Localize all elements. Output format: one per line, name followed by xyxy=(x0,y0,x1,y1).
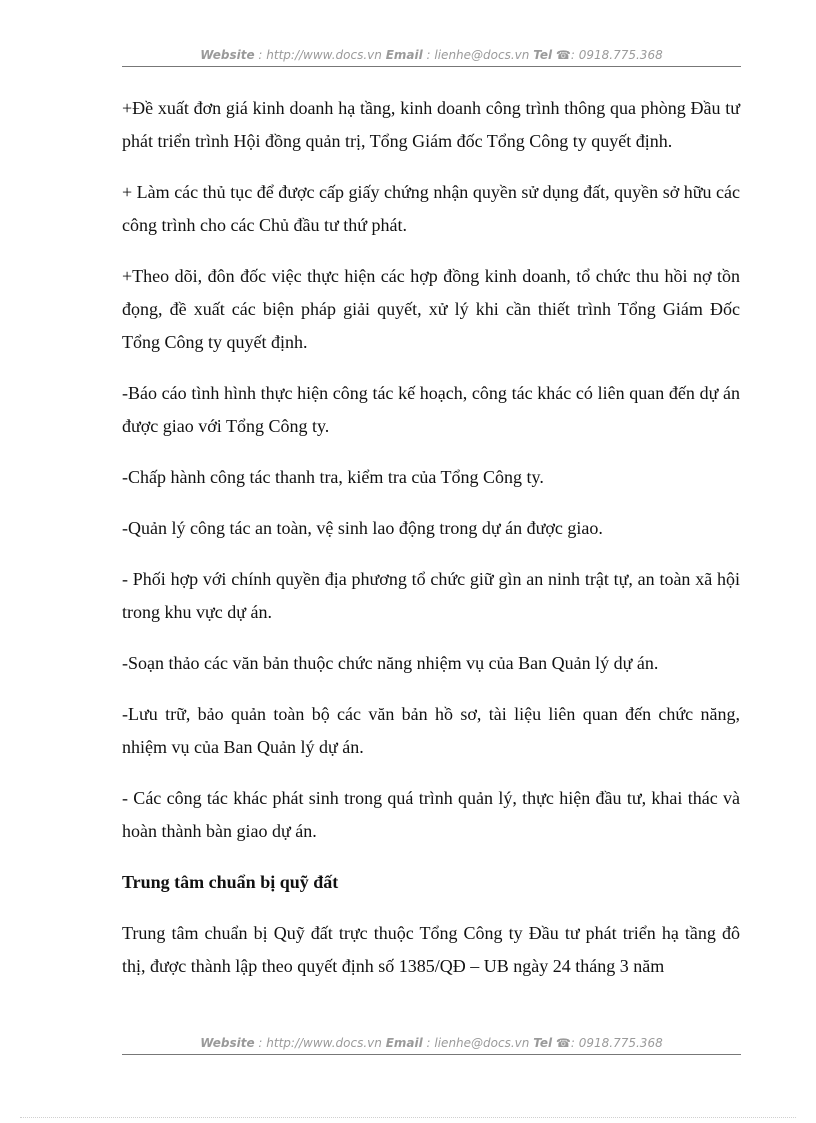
footer-email-value[interactable]: lienhe@docs.vn xyxy=(434,1036,530,1050)
page-footer xyxy=(122,1036,741,1050)
header-website-label: Website xyxy=(200,48,255,62)
paragraph: +Theo dõi, đôn đốc việc thực hiện các hợp đồng kinh doanh, tổ chức thu hồi nợ tồn đọng, đề xuất các biện pháp giải quyết, xử lý khi cần thiết trình Tổng Giám Đốc Tổng Công ty quyết định. xyxy=(122,266,740,352)
paragraph: -Lưu trữ, bảo quản toàn bộ các văn bản hồ sơ, tài liệu liên quan đến chức năng, nhiệm vụ của Ban Quản lý dự án. xyxy=(122,704,740,757)
phone-icon: ☎ xyxy=(555,1036,571,1050)
paragraph: - Các công tác khác phát sinh trong quá trình quản lý, thực hiện đầu tư, khai thác và hoàn thành bàn giao dự án. xyxy=(122,788,740,841)
paragraph: +Đề xuất đơn giá kinh doanh hạ tầng, kinh doanh công trình thông qua phòng Đầu tư phát triển trình Hội đồng quản trị, Tổng Giám đốc Tổng Công ty quyết định. xyxy=(122,98,740,151)
document-body xyxy=(122,92,740,1001)
header-website-sep: : xyxy=(254,48,267,62)
header-divider xyxy=(122,66,741,67)
header-email-label: Email xyxy=(385,48,423,62)
footer-tel-label: Tel xyxy=(533,1036,553,1050)
header-website-url[interactable]: http://www.docs.vn xyxy=(266,48,382,62)
header-email-sep: : xyxy=(422,48,435,62)
paragraph: -Báo cáo tình hình thực hiện công tác kế hoạch, công tác khác có liên quan đến dự án được giao với Tổng Công ty. xyxy=(122,383,740,436)
paragraph: -Quản lý công tác an toàn, vệ sinh lao động trong dự án được giao. xyxy=(122,518,603,538)
header-tel-value: : 0918.775.368 xyxy=(570,48,663,62)
header-tel-label: Tel xyxy=(533,48,553,62)
paragraph: -Chấp hành công tác thanh tra, kiểm tra của Tổng Công ty. xyxy=(122,467,544,487)
footer-website-label: Website xyxy=(200,1036,255,1050)
paragraph: -Soạn thảo các văn bản thuộc chức năng nhiệm vụ của Ban Quản lý dự án. xyxy=(122,653,659,673)
page-header xyxy=(122,48,741,62)
page-bottom-dotted-line xyxy=(20,1117,796,1118)
footer-website-url[interactable]: http://www.docs.vn xyxy=(266,1036,382,1050)
paragraph: Trung tâm chuẩn bị Quỹ đất trực thuộc Tổng Công ty Đầu tư phát triển hạ tầng đô thị, được thành lập theo quyết định số 1385/QĐ – UB ngày 24 tháng 3 năm xyxy=(122,923,740,976)
phone-icon: ☎ xyxy=(555,48,571,62)
footer-email-label: Email xyxy=(385,1036,423,1050)
section-heading: Trung tâm chuẩn bị quỹ đất xyxy=(122,872,339,892)
paragraph: + Làm các thủ tục để được cấp giấy chứng nhận quyền sử dụng đất, quyền sở hữu các công trình cho các Chủ đầu tư thứ phát. xyxy=(122,182,740,235)
footer-website-sep: : xyxy=(254,1036,267,1050)
footer-divider xyxy=(122,1054,741,1055)
header-email-value[interactable]: lienhe@docs.vn xyxy=(434,48,530,62)
paragraph: - Phối hợp với chính quyền địa phương tổ chức giữ gìn an ninh trật tự, an toàn xã hội trong khu vực dự án. xyxy=(122,569,740,622)
footer-email-sep: : xyxy=(422,1036,435,1050)
footer-tel-value: : 0918.775.368 xyxy=(570,1036,663,1050)
